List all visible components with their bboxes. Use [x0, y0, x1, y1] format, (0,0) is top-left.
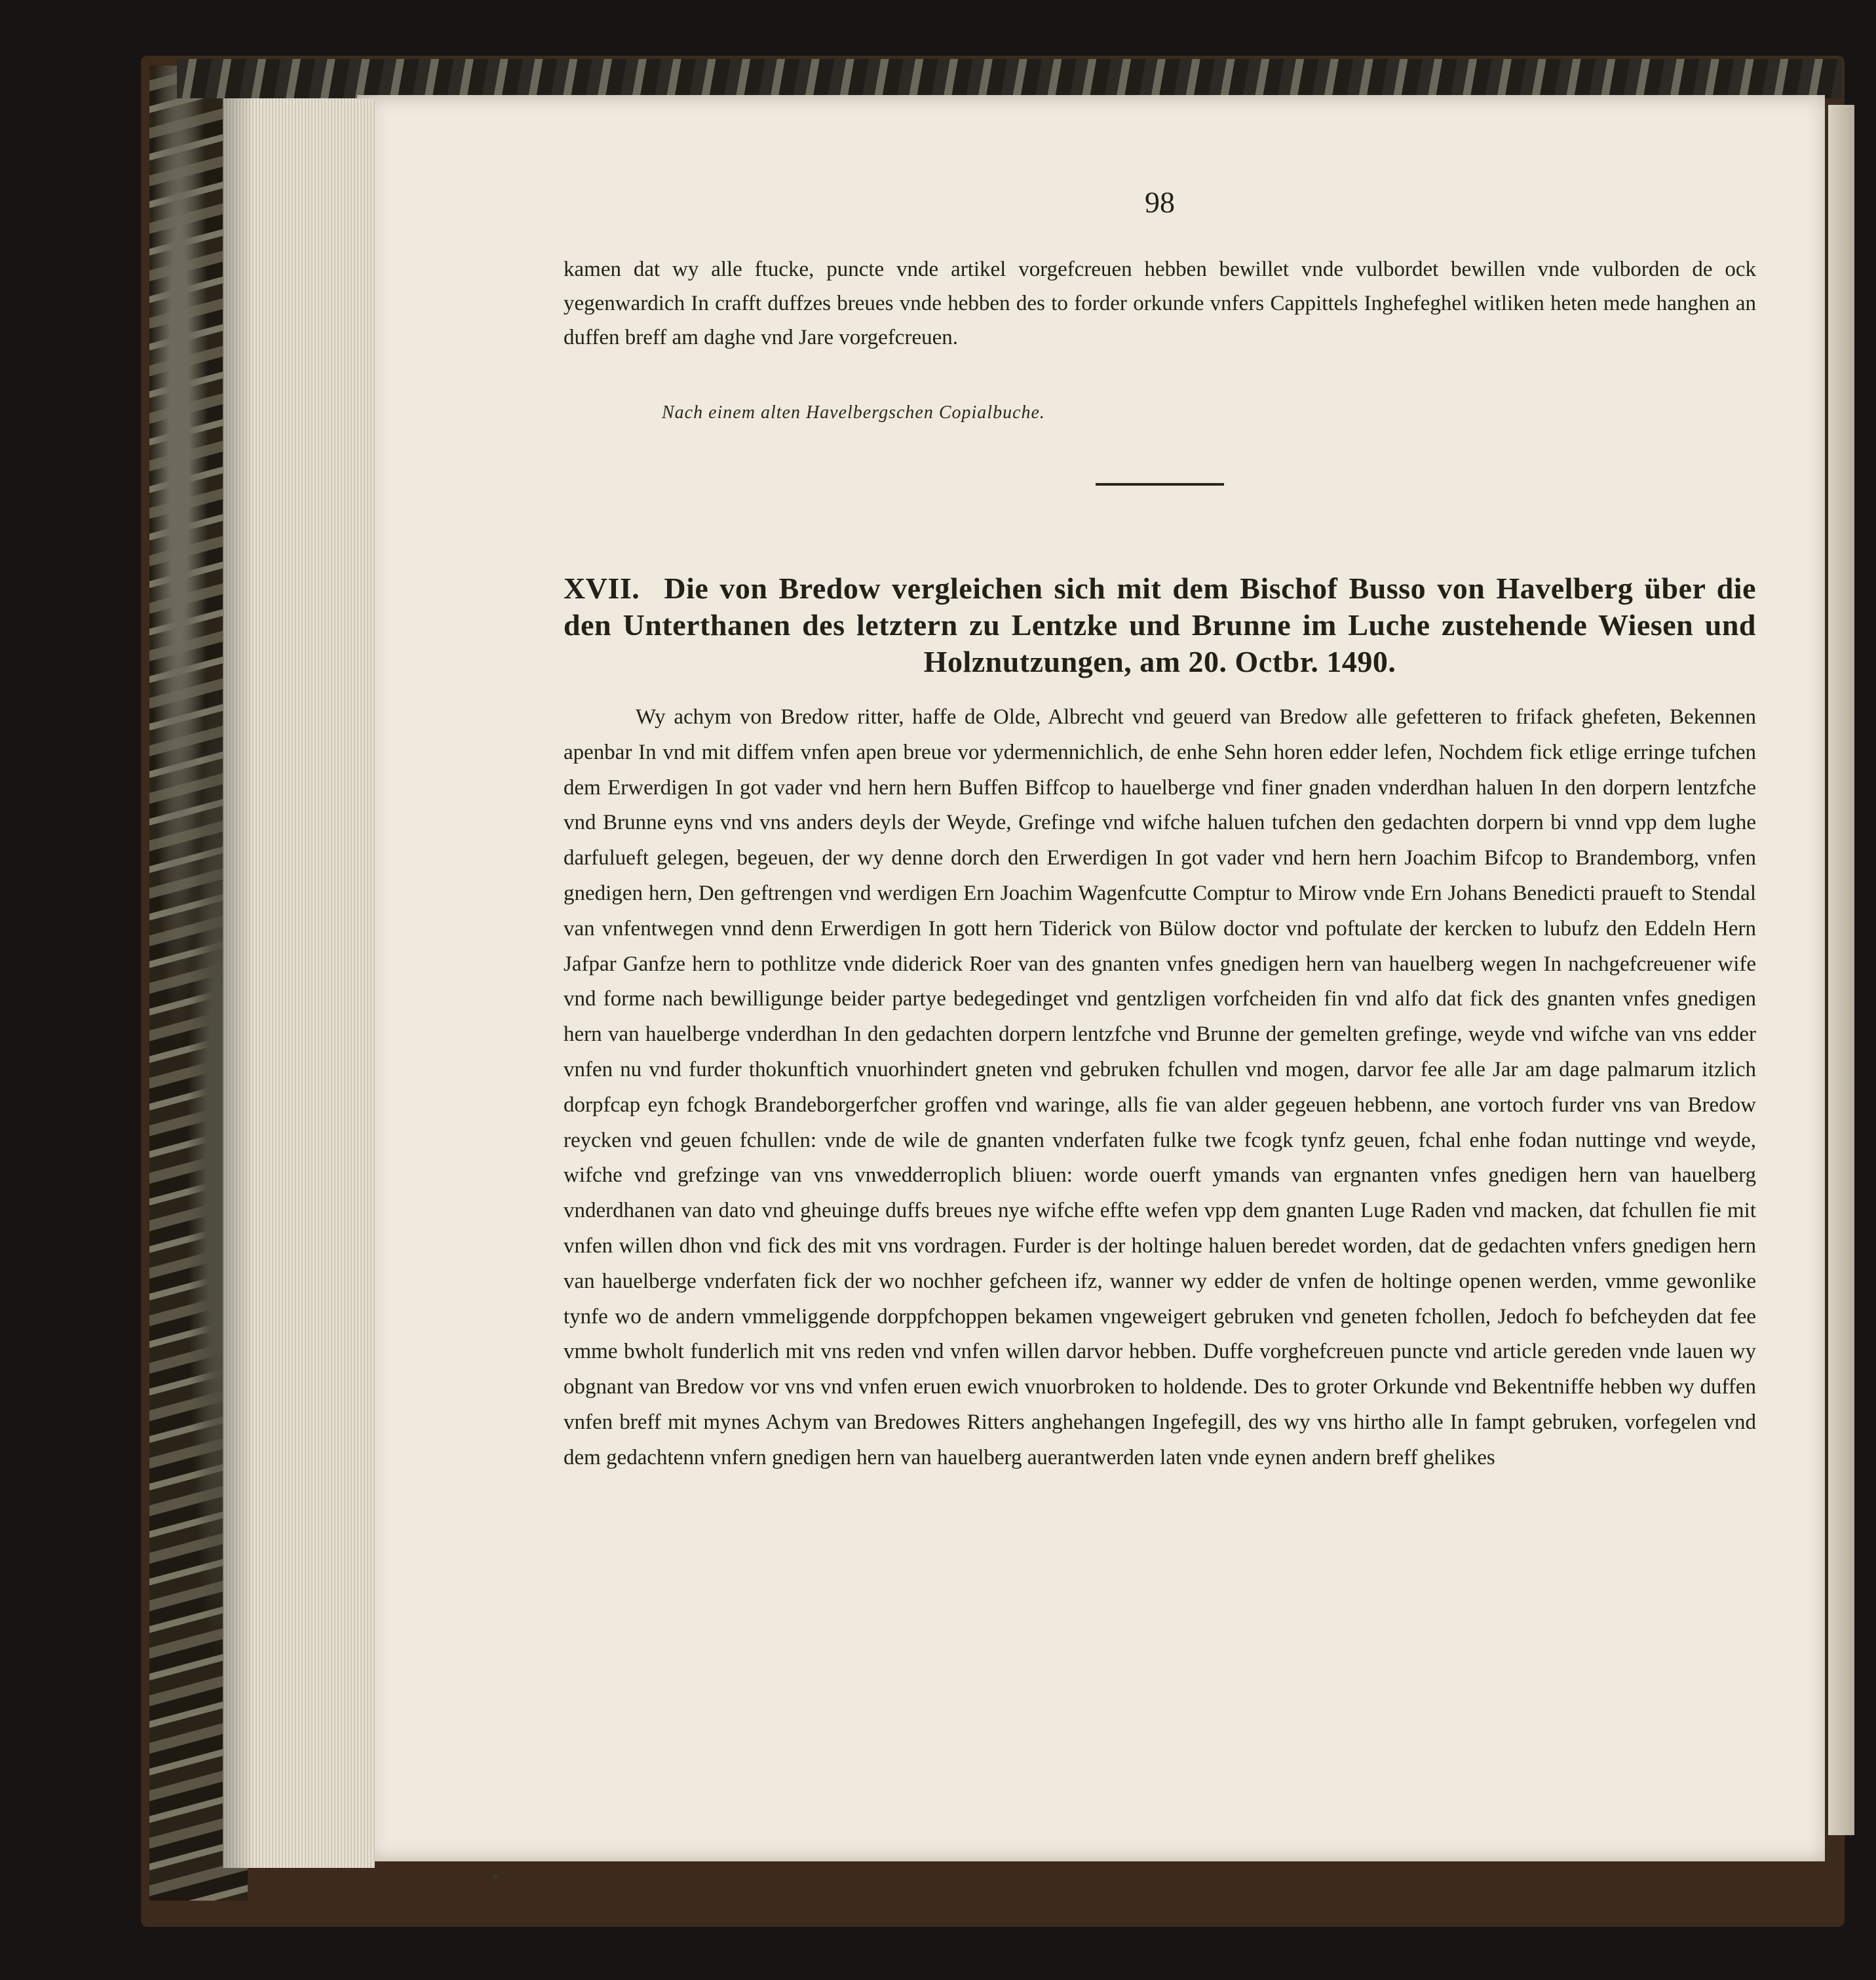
paper-speck — [493, 1874, 498, 1880]
marbled-top-edge — [177, 59, 1841, 98]
section-divider — [1096, 483, 1224, 486]
page-stack-edges — [223, 98, 375, 1868]
source-note: Nach einem alten Havelbergschen Copialbuche. — [662, 402, 1045, 423]
heading-text: Die von Bredow vergleichen sich mit dem Bischof Busso von Havelberg über die den Unterthanen des letztern zu Lentzke und Brunne im Luche zustehende Wiesen und Holznutzungen, am 20. Octbr. 1490. — [564, 572, 1756, 678]
body-paragraph: Wy achym von Bredow ritter, haffe de Olde, Albrecht vnd geuerd van Bredow alle gefetteren to frifack ghefeten, Bekennen apenbar In vnd mit diffem vnfen apen breue vor ydermennichlich, de enhe Sehn horen edder lefen, Nochdem fick etlige erringe tufchen dem Erwerdigen In got vader vnd hern hern Buffen Biffcop to hauelberge vnd finer gnaden vnderdhan haluen In den dorpern lentzfche vnd Brunne eyns vnd vns anders deyls der Weyde, Grefinge vnd wifche haluen tufchen den gedachten dorpern bi vnnd vpp dem lughe darfulueft gelegen, begeuen, der wy denne dorch den Erwerdigen In got vader vnd hern hern Joachim Bifcop to Brandemborg, vnfen gnedigen hern, Den geftrengen vnd werdigen Ern Joachim Wagenfcutte Comptur to Mirow vnde Ern Johans Benedicti praueft to Stendal van vnfentwegen vnnd denn Erwerdigen In gott hern Tiderick von Bülow doctor vnd poftulate der kercken to lubufz den Eddeln Hern Jafpar Ganfze hern to pothlitze vnde diderick Roer van des gnanten vnfes gnedigen hern van hauelberg wegen In nachgefcreuener wife vnd forme nach bewilligunge beider partye bedegedinget vnd gentzligen vorfcheiden fin vnd alfo dat fick des gnanten vnfes gnedigen hern van hauelberge vnderdhan In den gedachten dorpern lentzfche vnd Brunne der gemelten grefinge, weyde vnd wifche van vns edder vnfen nu vnd furder thokunftich vnuorhindert gneten vnd gebruken fchullen vnd mogen, darvor fee alle Jar am dage palmarum itzlich dorpfcap eyn fchogk Brandeborgerfcher groffen vnd waringe, alls fie van alder gegeuen hebbenn, ane vortoch furder vns van Bredow reycken vnd geuen fchullen: vnde de wile de gnanten vnderfaten fulke twe fcogk tynfz geuen, fchal enhe fodan nuttinge vnd weyde, wifche vnd grefzinge van vns vnwedderroplich bliuen: worde ouerft ymands van ergnanten vnfes gnedigen hern van hauelberg vnderdhanen van dato vnd gheuinge duffs breues nye wifche effte wefen vpp dem gnanten Luge Raden vnd macken, dat fchullen fie mit vnfen willen dhon vnd fick des mit vns vordragen. Furder is der holtinge haluen beredet worden, dat de gedachten vnfers gnedigen hern van hauelberge vnderfaten fick der wo nochher gefcheen ifz, wanner wy edder de vnfen de holtinge openen werden, vmme gewonlike tynfe wo de andern vmmeliggende dorppfchoppen bekamen vngeweigert gebruken vnd geneten fchollen, Jedoch fo befcheyden dat fee vmme bwholt funderlich mit vns reden vnd vnfen willen darvor hebben. Duffe vorghefcreuen puncte vnd article gereden vnde lauen wy obgnant van Bredow vor vns vnd vnfen eruen ewich vnuorbroken to holdende. Des to groter Orkunde vnd Bekentniffe hebben wy duffen vnfen breff mit mynes Achym van Bredowes Ritters anghehangen Ingefegill, des wy vns hirtho alle In fampt gebruken, vorfegelen vnd dem gedachtenn vnfern gnedigen hern van hauelberg auerantwerden laten vnde eynen andern breff ghelikes — [564, 705, 1756, 1469]
heading-numeral: XVII. — [564, 572, 640, 605]
top-paragraph: kamen dat wy alle ftucke, puncte vnde artikel vorgefcreuen hebben bewillet vnde vulbordet bewillen vnde vulborden de ock yegenwardich In crafft duffzes breues vnde hebben des to forder orkunde vnfers Cappittels Inghefeghel witliken heten mede hanghen an duffen breff am daghe vnd Jare vorgefcreuen. — [564, 258, 1756, 349]
page-number: 98 — [1145, 185, 1175, 219]
facing-page-edge — [1828, 105, 1854, 1835]
document-heading — [564, 570, 1756, 680]
